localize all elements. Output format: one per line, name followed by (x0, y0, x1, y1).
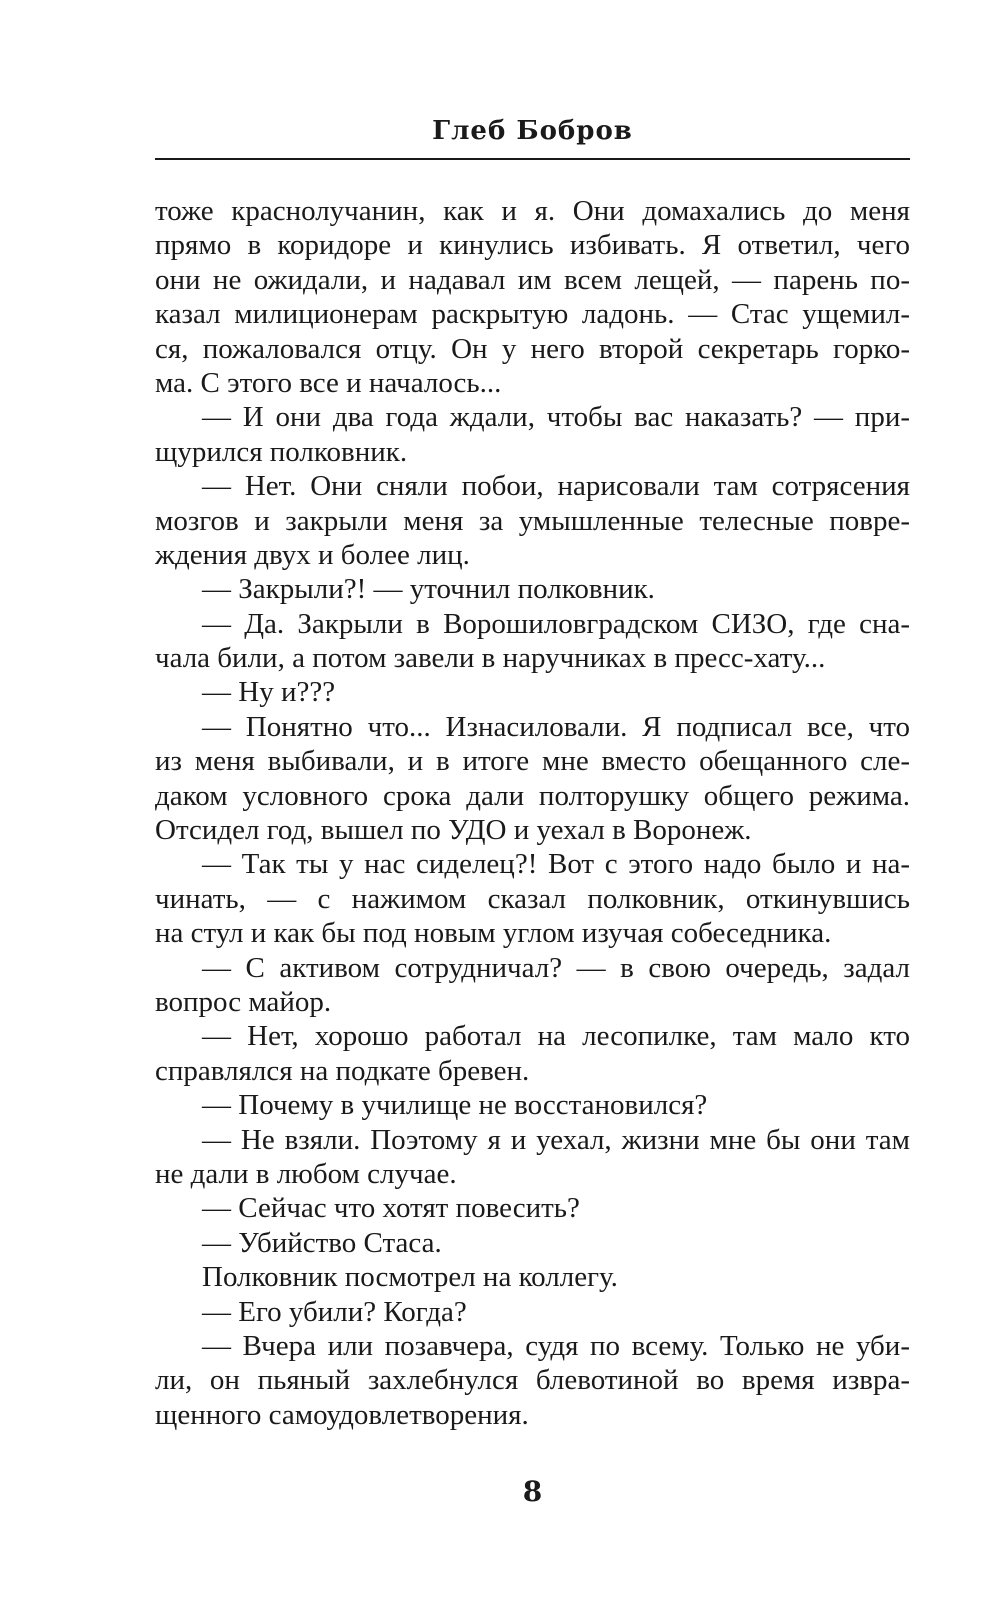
running-header-author: Глеб Бобров (432, 116, 633, 146)
text-line: на стул и как бы под новым углом изучая собеседника. (155, 917, 832, 950)
text-line: — Ну и??? (202, 676, 336, 709)
text-line: — Закрыли?! — уточнил полковник. (202, 573, 655, 606)
text-line: даком условного срока дали полторушку общего режима. (155, 779, 910, 812)
text-line: — Его убили? Когда? (202, 1295, 467, 1328)
text-line: — Убийство Стаса. (202, 1226, 442, 1259)
text-line: — И они два года ждали, чтобы вас наказать? — при- (202, 401, 910, 434)
text-line: — Вчера или позавчера, судя по всему. Только не уби- (202, 1329, 910, 1362)
text-line: прямо в коридоре и кинулись избивать. Я ответил, чего (155, 229, 910, 262)
text-line: не дали в любом случае. (155, 1157, 457, 1190)
text-line: — Нет. Они сняли побои, нарисовали там сотрясения (202, 470, 910, 503)
text-line: — Да. Закрыли в Ворошиловградском СИЗО, где сна- (202, 607, 910, 640)
text-line: справлялся на подкате бревен. (155, 1054, 530, 1087)
text-line: чинать, — с нажимом сказал полковник, откинувшись (155, 882, 910, 915)
text-line: Отсидел год, вышел по УДО и уехал в Воронеж. (155, 814, 752, 847)
text-line: тоже краснолучанин, как и я. Они домахались до меня (155, 195, 910, 227)
text-line: ждения двух и более лиц. (155, 538, 470, 571)
text-line: — С активом сотрудничал? — в свою очередь, задал (202, 951, 910, 984)
header-rule (155, 158, 910, 160)
page-body-text (155, 194, 910, 1432)
text-line: они не ожидали, и надавал им всем лещей, — парень по- (155, 263, 910, 296)
text-line: — Так ты у нас сиделец?! Вот с этого надо было и на- (202, 848, 910, 881)
text-line: вопрос майор. (155, 985, 332, 1018)
text-line: Полковник посмотрел на коллегу. (202, 1261, 618, 1294)
text-line: — Сейчас что хотят повесить? (202, 1192, 580, 1225)
text-line: чала били, а потом завели в наручниках в пресс-хату... (155, 642, 826, 675)
text-line: ма. С этого все и началось... (155, 366, 502, 399)
text-line: — Нет, хорошо работал на лесопилке, там мало кто (202, 1020, 910, 1053)
text-line: щурился полковник. (155, 435, 408, 468)
text-line: ли, он пьяный захлебнулся блевотиной во время извра- (155, 1364, 910, 1397)
text-line: ся, пожаловался отцу. Он у него второй секретарь горко- (155, 332, 910, 365)
text-line: — Понятно что... Изнасиловали. Я подписал все, что (202, 710, 910, 743)
text-line: мозгов и закрыли меня за умышленные телесные повре- (155, 504, 910, 537)
text-line: — Не взяли. Поэтому я и уехал, жизни мне бы они там (202, 1123, 910, 1156)
text-line: щенного самоудовлетворения. (155, 1398, 529, 1431)
text-line: казал милиционерам раскрытую ладонь. — Стас ущемил- (155, 298, 910, 331)
text-line: — Почему в училище не восстановился? (202, 1089, 708, 1122)
page-number: 8 (522, 1475, 543, 1508)
text-line: из меня выбивали, и в итоге мне вместо обещанного сле- (155, 745, 910, 778)
